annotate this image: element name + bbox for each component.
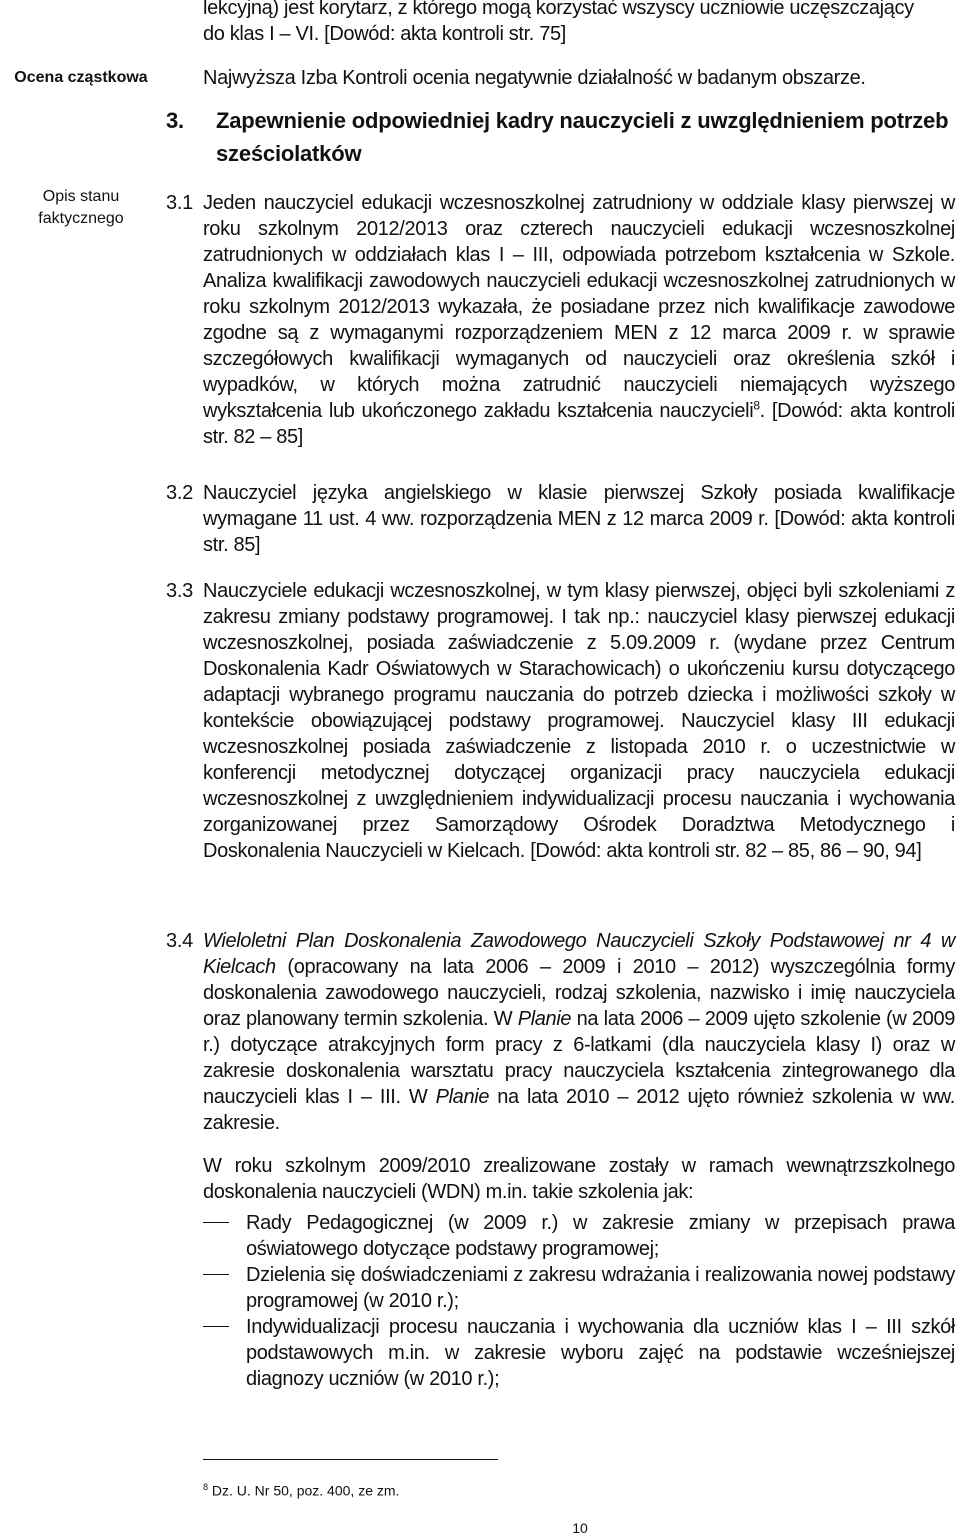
list-item-text: Indywidualizacji procesu nauczania i wychowania dla uczniów klas I – III szkół podstawowych m.in. w zakresie wyboru zajęć na podstawie wcześniejszej diagnozy uczniów (w 2010 r.); xyxy=(246,1316,955,1390)
continuation-line-1: lekcyjną) jest korytarz, z którego mogą korzystać wszyscy uczniowie uczęszczający xyxy=(203,0,914,19)
opis-label-line-1: Opis stanu xyxy=(42,188,120,205)
point-text-a: (opracowany na lata 2006 – 2009 i 2010 – 2012) wyszczególnia formy doskonalenia zawodowego nauczycieli, rodzaj szkolenia, nazwisko i imię nauczyciela oraz planowany termin szkolenia. W xyxy=(203,956,955,1030)
point-number: 3.2 xyxy=(166,482,193,504)
point-number: 3.4 xyxy=(166,930,193,952)
list-item-text: Dzielenia się doświadczeniami z zakresu wdrażania i realizowania nowej podstawy programowej (w 2010 r.); xyxy=(246,1264,955,1312)
section-heading xyxy=(166,104,955,166)
point-number: 3.3 xyxy=(166,580,193,602)
point-text xyxy=(203,928,955,1136)
footnote-text: Dz. U. Nr 50, poz. 400, ze zm. xyxy=(211,1482,400,1499)
ocena-label: Ocena cząstkowa xyxy=(14,69,148,86)
plan-ref-2: Planie xyxy=(435,1086,490,1108)
opis-label-line-2: faktycznego xyxy=(38,210,124,227)
point-para-2: W roku szkolnym 2009/2010 zrealizowane zostały w ramach wewnątrzszkolnego doskonalenia nauczycieli (WDN) m.in. takie szkolenia jak: xyxy=(203,1155,955,1203)
point-text-b: . [Dowód: akta kontroli str. 82 – 85] xyxy=(203,400,955,448)
point-number: 3.1 xyxy=(166,192,193,214)
point-text: Nauczyciele edukacji wczesnoszkolnej, w tym klasy pierwszej, objęci byli szkoleniami z zakresu zmiany podstawy programowej. I tak np.: nauczyciel klasy pierwszej edukacji wczesnoszkolnej, posiada zaświadczenie z 5.09.2009 r. (wydane przez Centrum Doskonalenia Kadr Oświatowych w Starachowicach) o ukończeniu kursu dotyczącego adaptacji wybranego programu nauczania do potrzeb dziecka i możliwości szkoły w kontekście obowiązującej podstawy programowej. Nauczyciel klasy III edukacji wczesnoszkolnej posiada zaświadczenie z listopada 2010 r. o uczestnictwie w konferencji metodycznej dotyczącej organizacji pracy nauczyciela edukacji wczesnoszkolnej z uwzględnieniem indywidualizacji procesu nauczania i wychowania zorganizowanej przez Samorządowy Ośrodek Doradztwa Metodycznego i Doskonalenia Nauczycieli w Kielcach. [Dowód: akta kontroli str. 82 – 85, 86 – 90, 94] xyxy=(203,580,955,862)
point-text-b: na lata 2006 – 2009 ujęto szkolenie (w 2009 r.) dotyczące atrakcyjnych form pracy z 6-latkami (dla nauczyciela klasy I) oraz w zakresie doskonalenia warsztatu pracy nauczyciela kształcenia zintegrowanego dla nauczycieli klas I – III. W xyxy=(203,1008,955,1108)
point-text-c: na lata 2010 – 2012 ujęto również szkolenia w ww. zakresie. xyxy=(203,1086,955,1134)
list-item xyxy=(203,1314,955,1392)
point-text: Nauczyciel języka angielskiego w klasie pierwszej Szkoły posiada kwalifikacje wymagane 11 ust. 4 ww. rozporządzenia MEN z 12 marca 2009 r. [Dowód: akta kontroli str. 85] xyxy=(203,482,955,556)
point-text xyxy=(203,190,955,450)
plan-ref-1: Planie xyxy=(517,1008,572,1030)
continuation-line-2: do klas I – VI. [Dowód: akta kontroli str. 75] xyxy=(203,23,566,45)
training-list xyxy=(203,1210,955,1392)
section-number: 3. xyxy=(166,108,184,133)
list-item xyxy=(203,1210,955,1262)
point-text-a: Jeden nauczyciel edukacji wczesnoszkolnej zatrudniony w oddziale klasy pierwszej w roku szkolnym 2012/2013 oraz czterech nauczycieli edukacji wczesnoszkolnej zatrudnionych w oddziałach klas I – III, odpowiada potrzebom kształcenia w Szkole. Analiza kwalifikacji zawodowych nauczycieli edukacji wczesnoszkolnej zatrudnionych w roku szkolnym 2012/2013 wykazała, że posiadane przez nich kwalifikacje zawodowe zgodne są z wymaganymi rozporządzeniem MEN z 12 marca 2009 r. w sprawie szczegółowych kwalifikacji wymaganych od nauczycieli oraz określenia szkół i wypadków, w których można zatrudnić nauczycieli niemających wyższego wykształcenia lub ukończonego zakładu kształcenia nauczycieli xyxy=(203,192,955,422)
page-number: 10 xyxy=(572,1520,588,1536)
list-item xyxy=(203,1262,955,1314)
footnote-rule xyxy=(203,1459,498,1460)
section-title: Zapewnienie odpowiedniej kadry nauczycieli z uwzględnieniem potrzeb sześciolatków xyxy=(216,108,949,166)
opis-label xyxy=(0,186,162,230)
dash-icon xyxy=(203,1326,229,1327)
list-item-text: Rady Pedagogicznej (w 2009 r.) w zakresie zmiany w przepisach prawa oświatowego dotyczące podstawy programowej; xyxy=(246,1212,955,1260)
plan-title: Wieloletni Plan Doskonalenia Zawodowego Nauczycieli Szkoły Podstawowej nr 4 w Kielcach xyxy=(203,930,955,978)
dash-icon xyxy=(203,1222,229,1223)
ocena-text: Najwyższa Izba Kontroli ocenia negatywnie działalność w badanym obszarze. xyxy=(203,67,866,89)
footnote xyxy=(203,1478,399,1500)
footnote-number: 8 xyxy=(203,1482,209,1492)
continuation-paragraph xyxy=(203,0,955,47)
dash-icon xyxy=(203,1274,229,1275)
footnote-ref: 8 xyxy=(753,398,760,413)
